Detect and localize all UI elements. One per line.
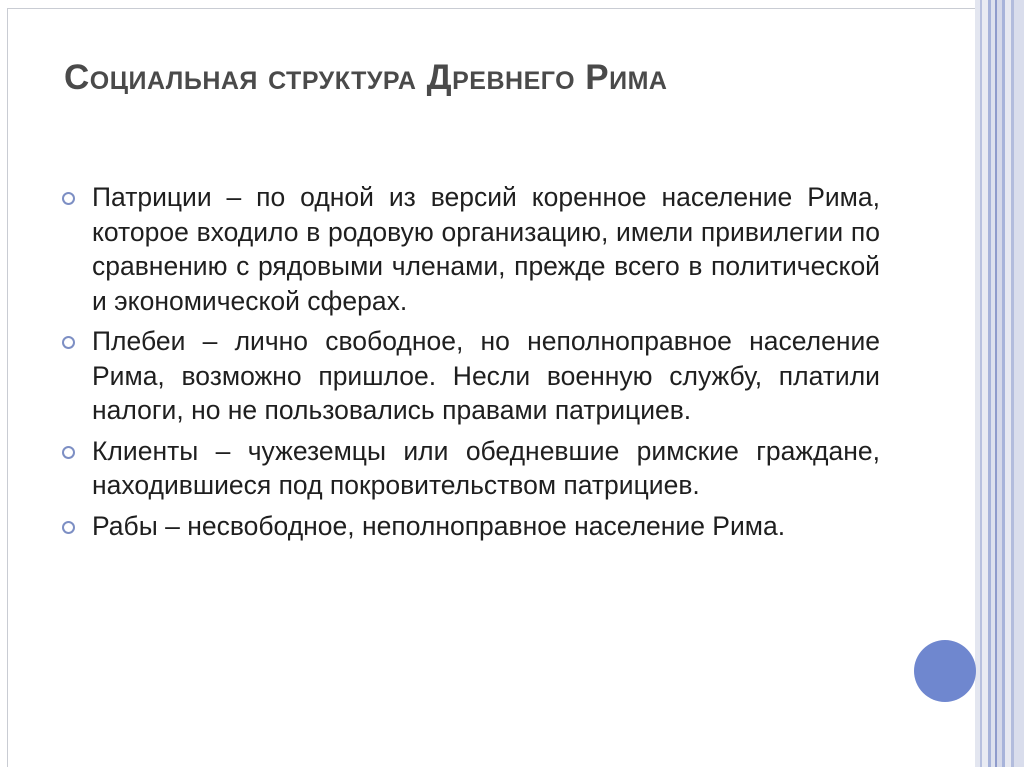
bullet-text: Патриции – по одной из версий коренное население Рима, которое входило в родовую организацию, имели привилегии по сравнению с рядовыми членами, прежде всего в политической и экономической сферах. (92, 182, 880, 316)
list-item (60, 180, 880, 318)
bullet-text: Рабы – несвободное, неполноправное население Рима. (92, 510, 786, 541)
hollow-circle-bullet-icon (62, 446, 75, 459)
hollow-circle-bullet-icon (62, 521, 75, 534)
stripe (1014, 0, 1024, 767)
hollow-circle-bullet-icon (62, 336, 75, 349)
list-item (60, 509, 880, 544)
bullet-text: Плебеи – лично свободное, но неполноправное население Рима, возможно пришлое. Несли военную службу, платили налоги, но не пользовались правами патрициев. (92, 326, 880, 425)
bullet-text: Клиенты – чужеземцы или обедневшие римские граждане, находившиеся под покровительством патрициев. (92, 435, 880, 500)
list-item (60, 434, 880, 503)
hollow-circle-bullet-icon (62, 192, 75, 205)
list-item (60, 324, 880, 428)
slide-title: Социальная структура Древнего Рима (64, 58, 668, 97)
bullet-list (60, 180, 880, 549)
right-stripes-decoration (975, 0, 1024, 767)
circle-decoration (914, 640, 976, 702)
